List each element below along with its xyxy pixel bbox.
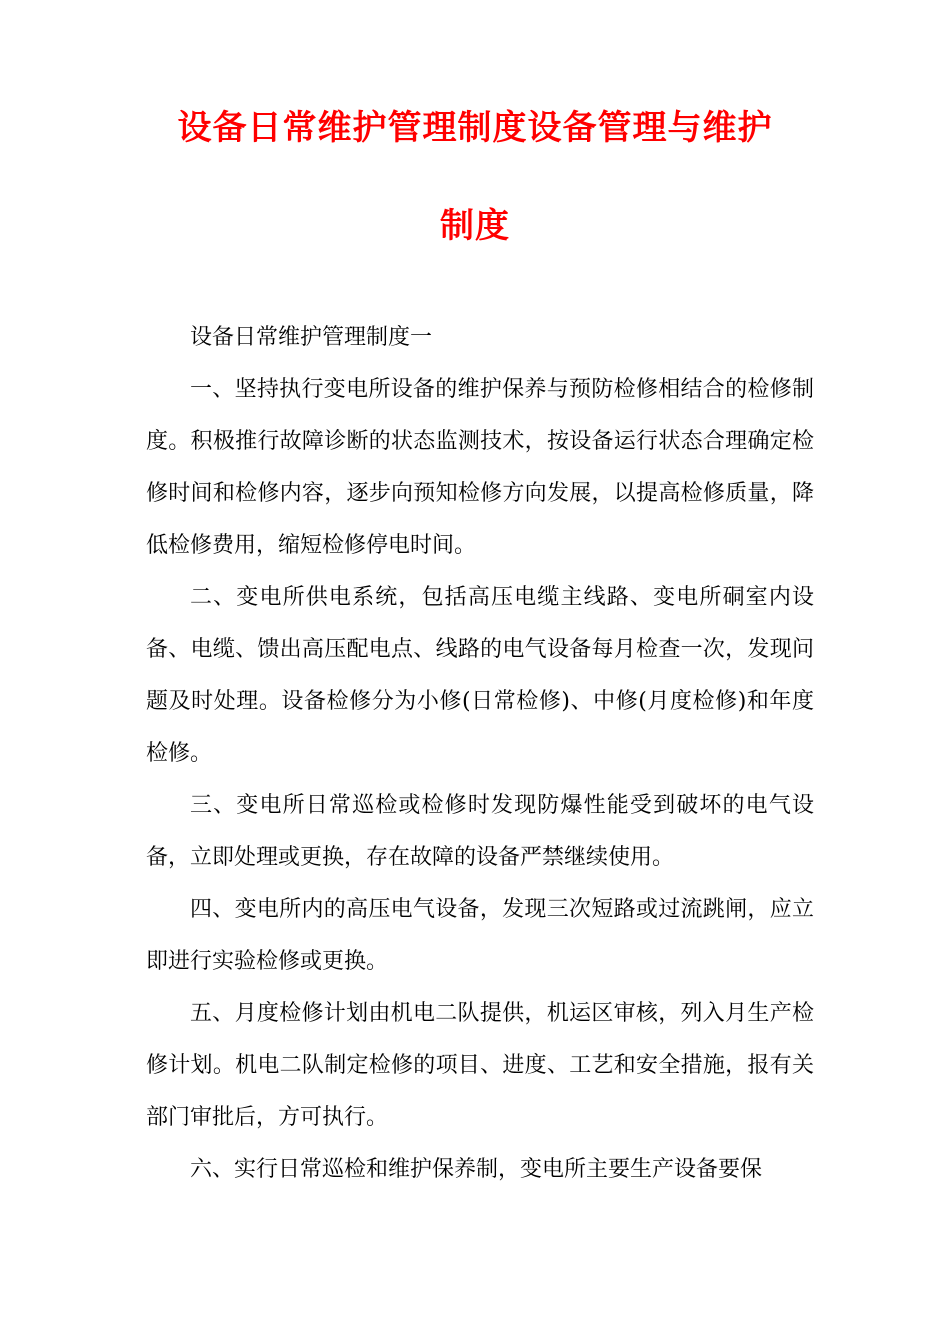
document-title-line-2: 制度 xyxy=(440,206,510,246)
paragraph-5: 五、月度检修计划由机电二队提供，机运区审核，列入月生产检修计划。机电二队制定检修的项目、进度、工艺和安全措施，报有关部门审批后，方可执行。 xyxy=(146,1001,814,1130)
paragraph-1: 一、坚持执行变电所设备的维护保养与预防检修相结合的检修制度。积极推行故障诊断的状态监测技术，按设备运行状态合理确定检修时间和检修内容，逐步向预知检修方向发展，以提高检修质量，降低检修费用，缩短检修停电时间。 xyxy=(146,377,814,558)
paragraph-6: 六、实行日常巡检和维护保养制，变电所主要生产设备要保 xyxy=(190,1157,763,1182)
paragraph-3: 三、变电所日常巡检或检修时发现防爆性能受到破坏的电气设备，立即处理或更换，存在故障的设备严禁继续使用。 xyxy=(146,793,814,870)
section-heading: 设备日常维护管理制度一 xyxy=(190,325,433,350)
paragraph-4: 四、变电所内的高压电气设备，发现三次短路或过流跳闸，应立即进行实验检修或更换。 xyxy=(146,897,814,974)
document-body xyxy=(146,312,814,1196)
document-title-line-1: 设备日常维护管理制度设备管理与维护 xyxy=(177,108,773,148)
paragraph-2: 二、变电所供电系统，包括高压电缆主线路、变电所硐室内设备、电缆、馈出高压配电点、线路的电气设备每月检查一次，发现问题及时处理。设备检修分为小修(日常检修)、中修(月度检修)和年度检修。 xyxy=(146,585,814,766)
